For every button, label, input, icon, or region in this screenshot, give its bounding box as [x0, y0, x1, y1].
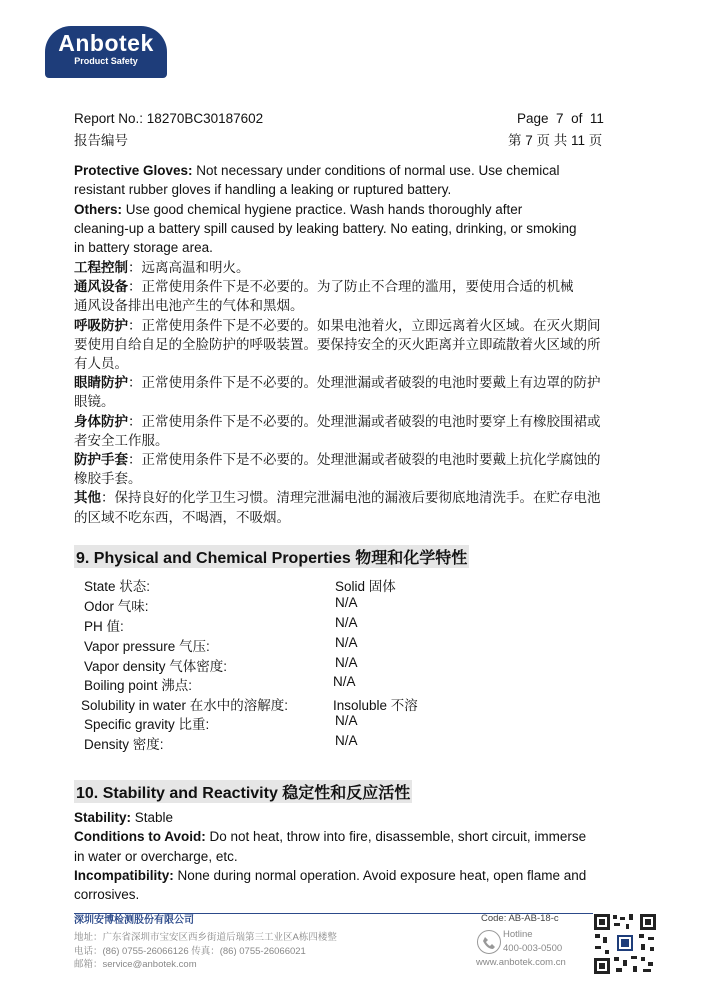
cn-line [74, 431, 634, 450]
cn-text: 眼镜。 [74, 394, 115, 410]
gloves-line-2: resistant rubber gloves if handling a leaking or ruptured battery. [74, 182, 452, 198]
prop-label: Vapor density 气体密度: [84, 659, 228, 674]
cn-text: ：保持良好的化学卫生习惯。清理完泄漏电池的漏液后要彻底地清洗手。在贮存电池 [101, 490, 601, 506]
others-line-2: cleaning-up a battery spill caused by leaking battery. No eating, drinking, or smoking [74, 220, 577, 236]
cn-text: 者安全工作服。 [74, 432, 169, 448]
incompat-line-1 [74, 866, 634, 885]
footer-email: 邮箱：service@anbotek.com [74, 959, 197, 970]
cn-line [74, 354, 634, 373]
cn-text: 通风设备排出电池产生的气体和黑烟。 [74, 298, 304, 314]
page-number: 7 [556, 111, 564, 126]
prop-label: PH 值: [84, 619, 124, 634]
conditions-line-1 [74, 827, 634, 846]
cn-line [74, 488, 634, 507]
incompat-label: Incompatibility: [74, 867, 174, 883]
qr-code [593, 913, 657, 975]
cn-text: 要使用自给自足的全脸防护的呼吸装置。要保持安全的灭火距离并立即疏散着火区域的所 [74, 336, 601, 352]
prop-value: N/A [335, 655, 358, 670]
prop-value: N/A [335, 615, 358, 630]
phone-icon [477, 930, 501, 954]
cn-line [74, 412, 634, 431]
page-indicator [517, 111, 604, 126]
prop-value: N/A [335, 635, 358, 650]
report-number [74, 111, 263, 126]
gloves-label: Protective Gloves: [74, 163, 193, 178]
cn-label: 身体防护 [74, 413, 128, 429]
cn-text: ：远离高温和明火。 [128, 260, 250, 275]
conditions-label: Conditions to Avoid: [74, 829, 206, 845]
others-label: Others: [74, 201, 123, 217]
hotline-label: Hotline [503, 929, 533, 940]
cn-line [74, 450, 634, 469]
stability-label: Stability: [74, 810, 132, 825]
cn-label: 眼睛防护 [74, 375, 128, 391]
prop-value: N/A [333, 674, 356, 689]
footer-contacts [74, 931, 337, 972]
conditions-line-2: in water or overcharge, etc. [74, 848, 238, 864]
prop-value: N/A [335, 595, 358, 610]
footer-company: 深圳安博检测股份有限公司 [74, 915, 194, 926]
prop-label: Specific gravity 比重: [84, 717, 210, 732]
cn-line [74, 277, 634, 296]
prop-value: Solid 固体 [335, 579, 396, 594]
cn-line [74, 392, 634, 411]
prop-value: N/A [335, 713, 358, 728]
cn-line [74, 508, 634, 527]
logo-tagline: Product Safety [74, 56, 138, 66]
cn-text: ：正常使用条件下是不必要的。为了防止不合理的滥用，要使用合适的机械 [128, 279, 574, 295]
stability-text: Stable [131, 810, 174, 825]
cn-line [74, 316, 634, 335]
footer-code: Code: AB-AB-18-c [481, 913, 559, 924]
cn-line [74, 373, 634, 392]
cn-text: ：正常使用条件下是不必要的。处理泄漏或者破裂的电池时要穿上有橡胶围裙或 [128, 413, 601, 429]
others-line-1 [74, 200, 634, 219]
footer-website: www.anbotek.com.cn [476, 957, 566, 968]
cn-label: 通风设备 [74, 279, 128, 295]
prop-label: Vapor pressure 气压: [84, 639, 210, 654]
page-indicator-cn: 第 7 页 共 11 页 [508, 133, 603, 148]
report-no-value: 18270BC30187602 [146, 111, 264, 126]
anbotek-logo [45, 26, 167, 78]
section10-body [74, 808, 634, 904]
footer-address: 地址：广东省深圳市宝安区西乡街道后瑞第三工业区A栋四楼整 [74, 932, 337, 943]
gloves-text-1: Not necessary under conditions of normal use. Use chemical [192, 163, 560, 178]
prop-label: State 状态: [84, 579, 151, 594]
conditions-text-1: Do not heat, throw into fire, disassemble, short circuit, immerse [205, 829, 587, 845]
cn-text: ：正常使用条件下是不必要的。如果电池着火，立即远离着火区域。在灭火期间 [128, 317, 601, 333]
report-number-cn: 报告编号 [74, 133, 128, 148]
cn-line [74, 469, 634, 488]
section8-chinese [74, 258, 634, 527]
gloves-line-1 [74, 161, 634, 180]
others-line-3: in battery storage area. [74, 240, 213, 256]
page-label: Page [517, 111, 549, 126]
incompat-line-2: corrosives. [74, 887, 140, 903]
logo-name: Anbotek [58, 30, 154, 56]
prop-label: Density 密度: [84, 737, 164, 752]
cn-label: 工程控制 [74, 260, 128, 275]
section9-title: 9. Physical and Chemical Properties 物理和化学特性 [74, 545, 469, 568]
prop-label: Odor 气味: [84, 599, 149, 614]
cn-label: 其他 [74, 490, 101, 506]
prop-value: Insoluble 不溶 [333, 698, 418, 713]
cn-label: 防护手套 [74, 452, 128, 468]
stability-line [74, 808, 634, 827]
cn-text: 有人员。 [74, 356, 128, 372]
cn-line [74, 296, 634, 315]
cn-text: 的区域不吃东西，不喝酒，不吸烟。 [74, 509, 290, 525]
footer-phone: 电话：(86) 0755-26066126 传真：(86) 0755-26066021 [74, 945, 306, 957]
prop-label: Boiling point 沸点: [84, 678, 193, 693]
section8-english [74, 161, 634, 257]
prop-value: N/A [335, 733, 358, 748]
cn-line [74, 335, 634, 354]
page-of: of [571, 111, 583, 126]
cn-label: 呼吸防护 [74, 317, 128, 333]
others-text-1: Use good chemical hygiene practice. Wash hands thoroughly after [122, 201, 523, 217]
footer-hotline [503, 928, 562, 955]
hotline-number: 400-003-0500 [503, 942, 563, 954]
cn-text: ：正常使用条件下是不必要的。处理泄漏或者破裂的电池时要戴上有边罩的防护 [128, 375, 601, 391]
cn-text: 橡胶手套。 [74, 471, 142, 487]
page-total: 11 [589, 111, 604, 126]
footer-divider [74, 913, 636, 914]
cn-line [74, 258, 634, 277]
report-no-label: Report No.: [74, 111, 144, 126]
prop-label: Solubility in water 在水中的溶解度: [81, 698, 289, 713]
incompat-text-1: None during normal operation. Avoid exposure heat, open flame and [173, 867, 587, 883]
section10-title: 10. Stability and Reactivity 稳定性和反应活性 [74, 780, 412, 803]
cn-text: ：正常使用条件下是不必要的。处理泄漏或者破裂的电池时要戴上抗化学腐蚀的 [128, 452, 601, 468]
